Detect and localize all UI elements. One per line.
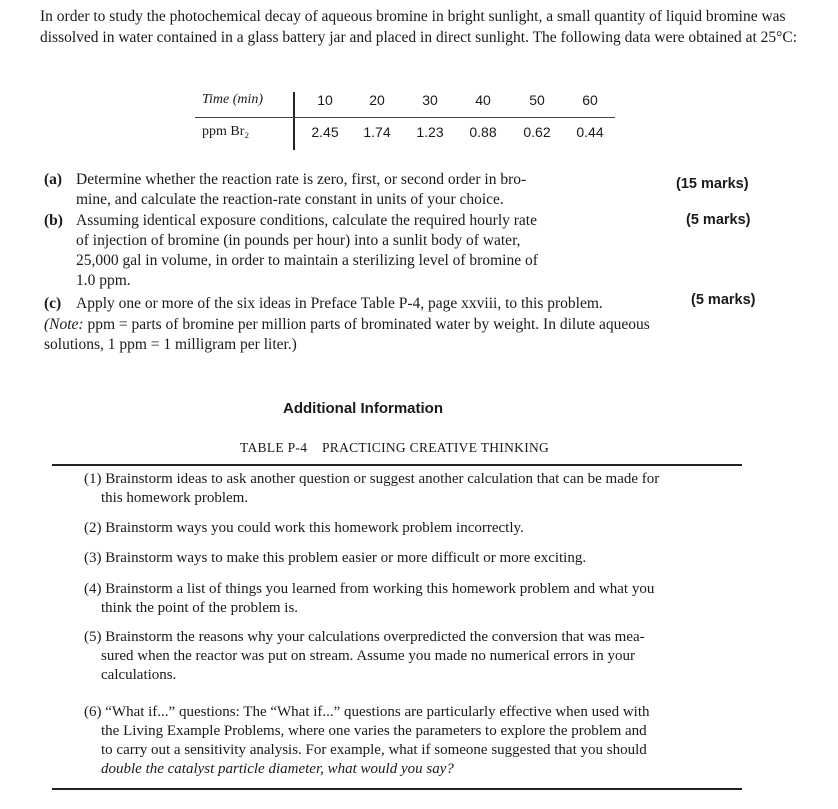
ppm-cell: 2.45 (311, 124, 339, 140)
question-a-label: (a) (44, 171, 63, 188)
ppm-row-label: ppm Br₂ (202, 124, 250, 139)
item-3-line: (3) Brainstorm ways to make this problem easier or more difficult or more exciting. (84, 550, 587, 566)
time-row-label: Time (min) (202, 92, 264, 107)
time-cell: 30 (422, 92, 438, 108)
item-1-line: this homework problem. (101, 490, 249, 506)
table-bottom-rule (52, 788, 742, 790)
item-6-line: the Living Example Problems, where one varies the parameters to explore the problem and (101, 723, 647, 739)
data-table (195, 86, 615, 150)
item-4-line: (4) Brainstorm a list of things you learned from working this homework problem and what you (84, 581, 655, 597)
table-p4-title: PRACTICING CREATIVE THINKING (321, 440, 550, 455)
time-cell: 20 (369, 92, 385, 108)
item-5-line: sured when the reactor was put on stream. Assume you made no numerical errors in your (101, 648, 636, 664)
ppm-cell: 1.74 (363, 124, 391, 140)
ppm-cell: 0.62 (523, 124, 551, 140)
note-prefix: (Note: (44, 316, 84, 333)
table-p4-label: TABLE P-4 (240, 440, 308, 455)
table-top-rule (52, 464, 742, 466)
question-b-marks: (5 marks) (686, 212, 751, 228)
question-c-label: (c) (44, 295, 62, 312)
item-2-line: (2) Brainstorm ways you could work this homework problem incorrectly. (84, 520, 524, 536)
time-cell: 50 (529, 92, 545, 108)
time-cell: 60 (582, 92, 598, 108)
table-p4-item (84, 519, 734, 538)
ppm-cell: 1.23 (416, 124, 444, 140)
note-line-1: ppm = parts of bromine per million parts of brominated water by weight. In dilute aqueous (87, 316, 650, 333)
question-c-text: Apply one or more of the six ideas in Preface Table P-4, page xxviii, to this problem. (76, 295, 603, 312)
question-c-marks: (5 marks) (691, 292, 756, 308)
item-6-line: (6) “What if...” questions: The “What if...” questions are particularly effective when used with (84, 704, 650, 720)
table-p4-caption (240, 440, 549, 456)
time-cell: 10 (317, 92, 333, 108)
note (44, 315, 804, 355)
ppm-cell: 0.88 (469, 124, 497, 140)
table-divider-horizontal (195, 117, 615, 118)
additional-info-heading: Additional Information (283, 400, 443, 417)
item-5-line: (5) Brainstorm the reasons why your calculations overpredicted the conversion that was mea- (84, 629, 645, 645)
table-divider-vertical (293, 92, 295, 150)
table-p4-item (84, 470, 734, 508)
time-cell: 40 (475, 92, 491, 108)
question-b-text: Assuming identical exposure conditions, calculate the required hourly rate of injection of bromine (in pounds per hour) into a sunlit body of water, 25,000 gal in volume, in order to maintain a sterilizing level of bromine of 1.0 ppm. (76, 212, 538, 289)
problem-intro: In order to study the photochemical decay of aqueous bromine in bright sunlight, a small quantity of liquid bromine was dissolved in water contained in a glass battery jar and placed in direct sunlight. The following data were obtained at 25°C: (40, 8, 798, 46)
table-p4-item (84, 628, 734, 685)
table-p4-item (84, 549, 734, 568)
item-4-line: think the point of the problem is. (101, 600, 299, 616)
question-a-marks: (15 marks) (676, 176, 749, 192)
item-1-line: (1) Brainstorm ideas to ask another question or suggest another calculation that can be made for (84, 471, 660, 487)
question-b-label: (b) (44, 212, 63, 229)
item-6-line: double the catalyst particle diameter, what would you say? (101, 761, 454, 777)
ppm-cell: 0.44 (576, 124, 604, 140)
item-6-line: to carry out a sensitivity analysis. For example, what if someone suggested that you should (101, 742, 647, 758)
question-a-text: Determine whether the reaction rate is zero, first, or second order in bro- mine, and calculate the reaction-rate constant in units of your choice. (76, 171, 527, 208)
note-line-2: solutions, 1 ppm = 1 milligram per liter.) (44, 336, 297, 353)
item-5-line: calculations. (101, 667, 177, 683)
table-p4-item (84, 703, 734, 779)
table-p4-item (84, 580, 734, 618)
